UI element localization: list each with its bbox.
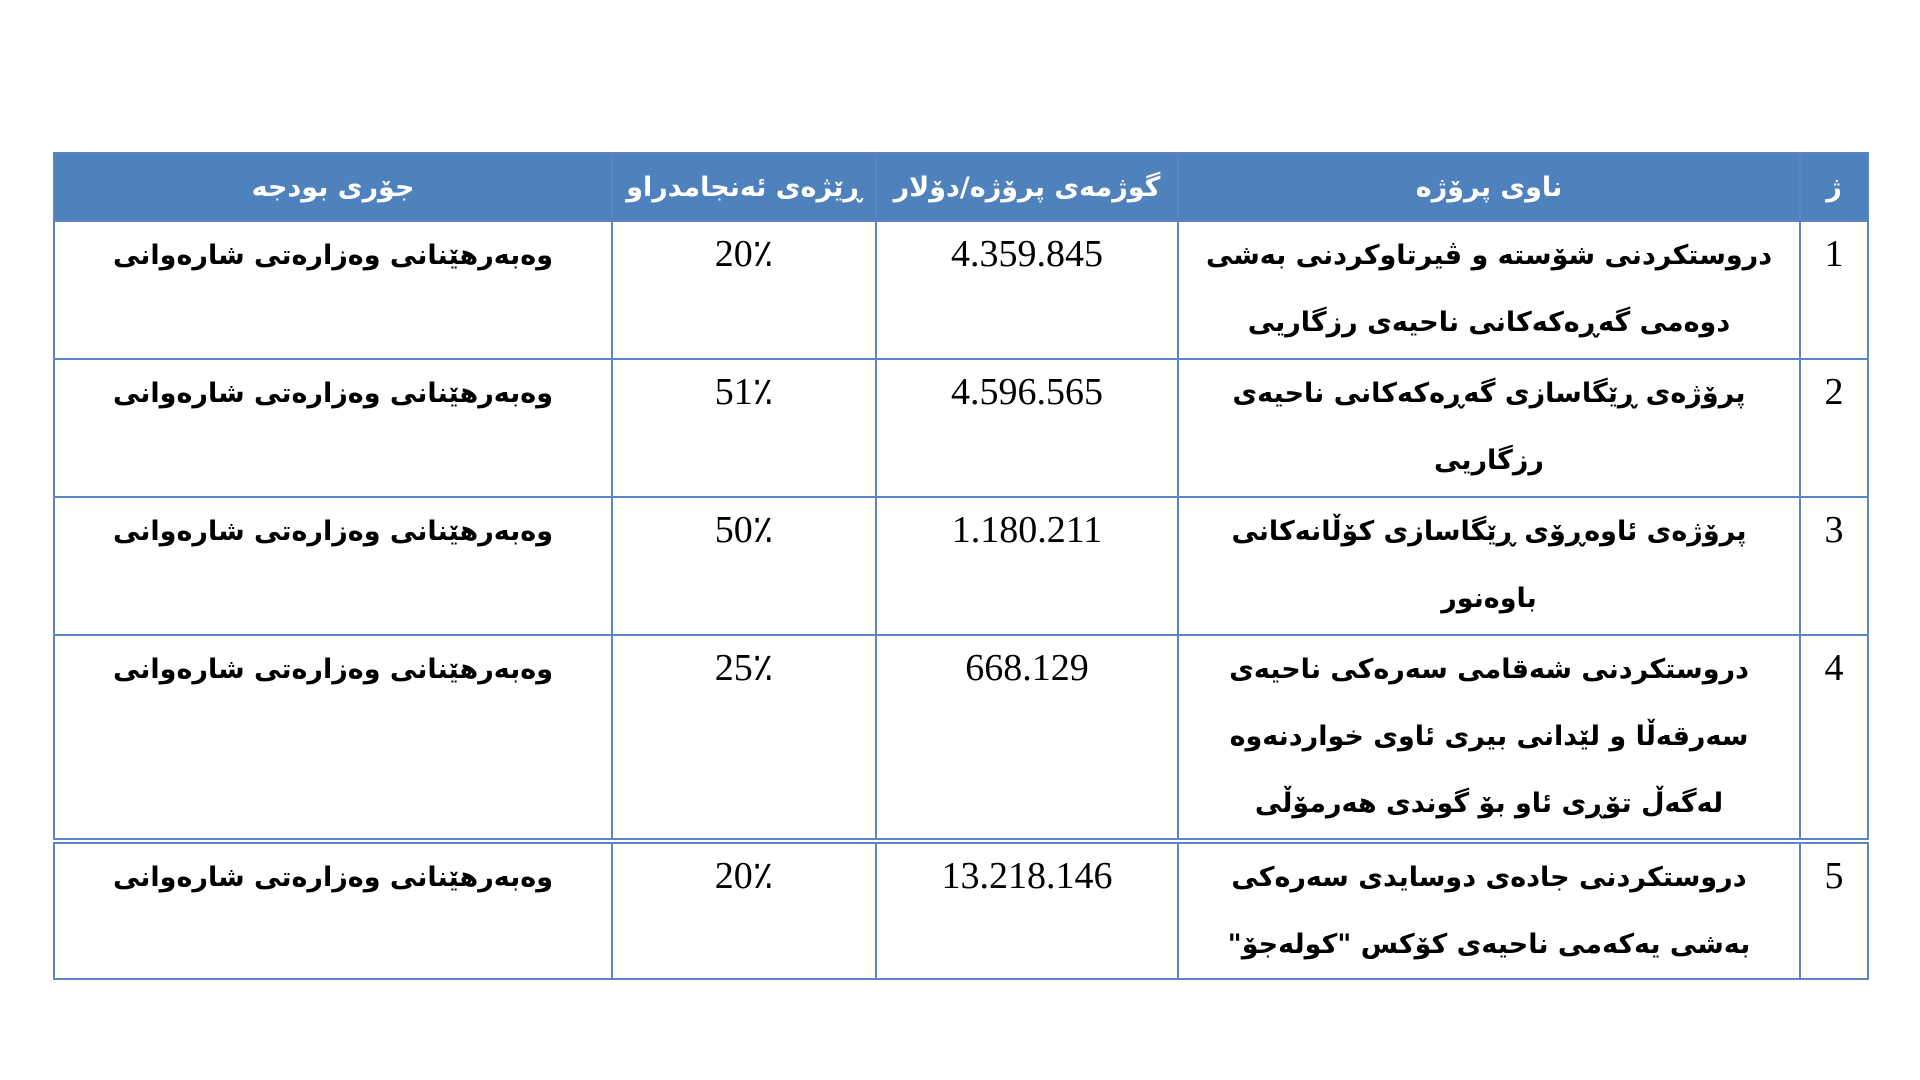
completion-rate: 20٪ [612,221,876,359]
projects-table [53,152,1869,980]
project-name: دروستکردنی شەقامی سەرەکی ناحیەی سەرقەڵا و لێدانی بیری ئاوی خواردنەوە لەگەڵ تۆڕی ئاو بۆ گوندی هەرمۆڵی [1178,635,1800,841]
project-amount: 1.180.211 [876,497,1178,635]
project-name: پرۆژەی ڕێگاسازی گەڕەکەکانی ناحیەی رزگاریی [1178,359,1800,497]
project-amount: 13.218.146 [876,841,1178,979]
header-number: ژ [1800,153,1868,221]
completion-rate: 20٪ [612,841,876,979]
project-amount: 668.129 [876,635,1178,841]
table-header-row [54,153,1868,221]
completion-rate: 25٪ [612,635,876,841]
project-name: پرۆژەی ئاوەڕۆی ڕێگاسازی کۆڵانەکانی باوەنور [1178,497,1800,635]
header-project-amount: گوژمەی پرۆژە/دۆلار [876,153,1178,221]
budget-type: وەبەرهێنانی وەزارەتی شارەوانی [54,359,612,497]
row-number: 3 [1800,497,1868,635]
row-number: 2 [1800,359,1868,497]
row-number: 4 [1800,635,1868,841]
project-name: دروستکردنی شۆستە و ڤیرتاوکردنی بەشی دوەمی گەڕەکەکانی ناحیەی رزگاریی [1178,221,1800,359]
budget-type: وەبەرهێنانی وەزارەتی شارەوانی [54,221,612,359]
table-row [54,497,1868,635]
table-row [54,221,1868,359]
header-budget-type: جۆری بودجە [54,153,612,221]
table-row [54,635,1868,841]
project-name: دروستکردنی جادەی دوسایدی سەرەکی بەشی یەکەمی ناحیەی کۆکس "کولەجۆ" [1178,841,1800,979]
header-completion-rate: ڕێژەی ئەنجامدراو [612,153,876,221]
budget-type: وەبەرهێنانی وەزارەتی شارەوانی [54,497,612,635]
project-amount: 4.596.565 [876,359,1178,497]
table-row [54,359,1868,497]
table-row [54,841,1868,979]
row-number: 5 [1800,841,1868,979]
budget-type: وەبەرهێنانی وەزارەتی شارەوانی [54,841,612,979]
row-number: 1 [1800,221,1868,359]
completion-rate: 50٪ [612,497,876,635]
completion-rate: 51٪ [612,359,876,497]
header-project-name: ناوی پرۆژە [1178,153,1800,221]
project-amount: 4.359.845 [876,221,1178,359]
budget-type: وەبەرهێنانی وەزارەتی شارەوانی [54,635,612,841]
